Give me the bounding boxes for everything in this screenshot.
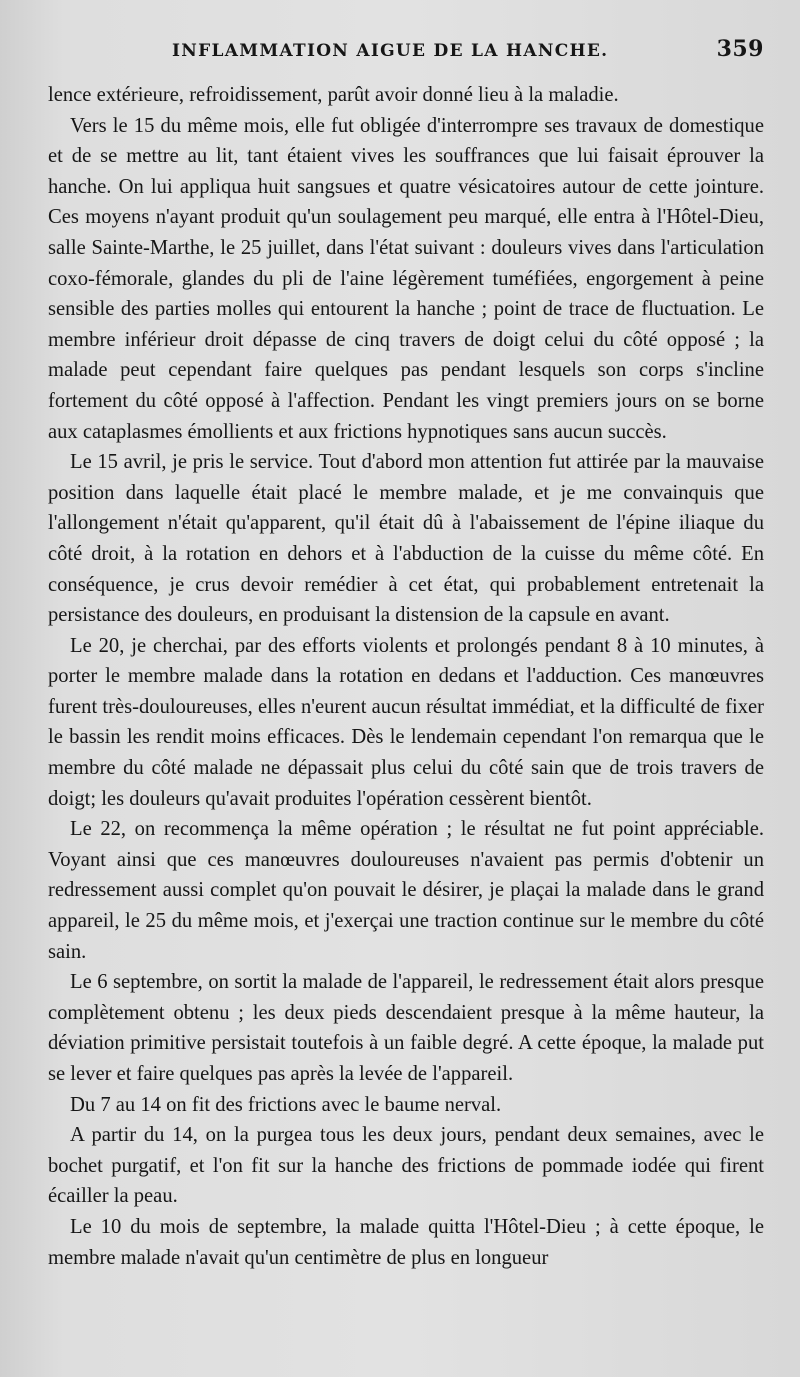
body-text bbox=[48, 80, 764, 1273]
paragraph-continued: lence extérieure, refroidissement, parût avoir donné lieu à la maladie. bbox=[48, 84, 619, 106]
paragraph: Le 6 septembre, on sortit la malade de l'appareil, le redressement était alors presque complètement obtenu ; les deux pieds descendaient presque à la même hauteur, la déviation primitive persistait toutefois à un faible degré. A cette époque, la malade put se lever et faire quelques pas après la levée de l'appareil. bbox=[48, 971, 764, 1085]
paragraph: Le 20, je cherchai, par des efforts violents et prolongés pendant 8 à 10 minutes, à porter le membre malade dans la rotation en dedans et l'adduction. Ces manœuvres furent très-douloureuses, elles n'eurent aucun résultat immédiat, et la difficulté de fixer le bassin les rendit moins efficaces. Dès le lendemain cependant l'on remarqua que le membre du côté malade ne dépassait plus celui du côté sain que de trois travers de doigt; les douleurs qu'avait produites l'opération cessèrent bientôt. bbox=[48, 634, 764, 810]
paragraph: Vers le 15 du même mois, elle fut obligée d'interrompre ses travaux de domestique et de se mettre au lit, tant étaient vives les souffrances que lui faisait éprouver la hanche. On lui appliqua huit sangsues et quatre vésicatoires autour de cette jointure. Ces moyens n'ayant produit qu'un soulagement peu marqué, elle entra à l'Hôtel-Dieu, salle Sainte-Marthe, le 25 juillet, dans l'état suivant : douleurs vives dans l'articulation coxo-fémorale, glandes du pli de l'aine légèrement tuméfiées, engorgement à peine sensible des parties molles qui entourent la hanche ; point de trace de fluctuation. Le membre inférieur droit dépasse de cinq travers de doigt celui du côté opposé ; la malade peut cependant faire quelques pas pendant lesquels son corps s'incline fortement du côté opposé à l'affection. Pendant les vingt premiers jours on se borne aux cataplasmes émollients et aux frictions hypnotiques sans aucun succès. bbox=[48, 114, 764, 443]
paragraph: Du 7 au 14 on fit des frictions avec le baume nerval. bbox=[70, 1093, 502, 1116]
page-number: 359 bbox=[716, 36, 764, 62]
page-header bbox=[48, 36, 764, 80]
paragraph: Le 10 du mois de septembre, la malade quitta l'Hôtel-Dieu ; à cette époque, le membre malade n'avait qu'un centimètre de plus en longueur bbox=[48, 1215, 764, 1269]
paragraph: A partir du 14, on la purgea tous les deux jours, pendant deux semaines, avec le bochet purgatif, et l'on fit sur la hanche des frictions de pommade iodée qui firent écailler la peau. bbox=[48, 1124, 764, 1208]
running-title: INFLAMMATION AIGUE DE LA HANCHE. bbox=[172, 41, 609, 61]
paragraph: Le 15 avril, je pris le service. Tout d'abord mon attention fut attirée par la mauvaise position dans laquelle était placé le membre malade, et je me convainquis que l'allongement n'était qu'apparent, qu'il était dû à l'abaissement de l'épine iliaque du côté droit, à la rotation en dehors et à l'abduction de la cuisse du même côté. En conséquence, je crus devoir remédier à cet état, qui probablement entretenait la persistance des douleurs, en produisant la distension de la capsule en avant. bbox=[48, 451, 764, 627]
paragraph: Le 22, on recommença la même opération ; le résultat ne fut point appréciable. Voyant ainsi que ces manœuvres douloureuses n'avaient pas permis d'obtenir un redressement aussi complet qu'on pouvait le désirer, je plaçai la malade dans le grand appareil, le 25 du même mois, et j'exerçai une traction continue sur le membre du côté sain. bbox=[48, 818, 764, 963]
